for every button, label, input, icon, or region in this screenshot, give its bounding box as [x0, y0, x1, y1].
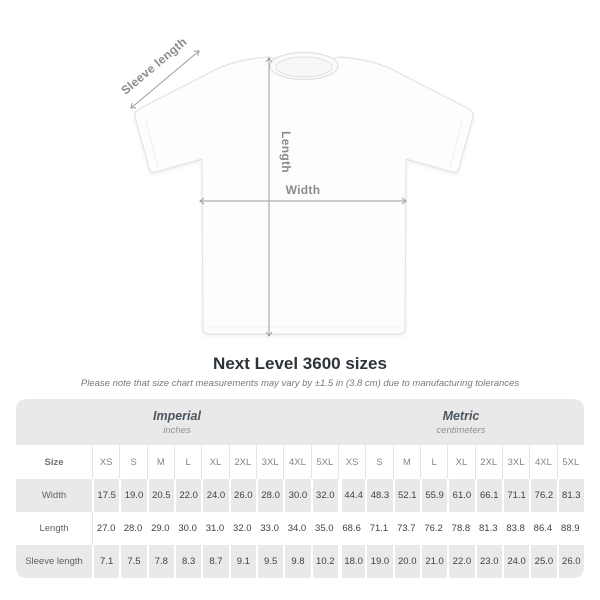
length-metric-s: 71.1	[369, 523, 389, 534]
length-row	[16, 512, 584, 545]
width-metric-l: 55.9	[420, 479, 447, 512]
sleeve-imperial-5xl: 10.2	[311, 545, 338, 578]
unit-group-row	[16, 399, 584, 445]
metric-size-xs: XS	[338, 445, 365, 479]
width-imperial-l: 22.0	[174, 479, 201, 512]
sleeve-imperial-xl: 8.7	[201, 545, 228, 578]
width-imperial-s: 19.0	[119, 479, 146, 512]
sleeve-imperial-2xl: 9.1	[229, 545, 256, 578]
page-title: Next Level 3600 sizes	[213, 354, 387, 373]
sleeve-metric-2xl: 23.0	[475, 545, 502, 578]
length-metric-xs: 68.6	[342, 523, 361, 534]
width-imperial-5xl: 32.0	[311, 479, 338, 512]
sleeve-imperial-s: 7.5	[119, 545, 146, 578]
imperial-size-2xl: 2XL	[229, 445, 256, 479]
metric-size-2xl: 2XL	[475, 445, 502, 479]
width-imperial-xs: 17.5	[92, 479, 119, 512]
length-metric-xl: 78.8	[451, 523, 471, 534]
sleeve-imperial-3xl: 9.5	[256, 545, 283, 578]
tolerance-note: Please note that size chart measurements may vary by ±1.5 in (3.8 cm) due to manufacturing tolerances	[80, 378, 520, 389]
length-metric-m: 73.7	[397, 523, 416, 534]
metric-group-header	[338, 399, 584, 445]
sleeve-metric-m: 20.0	[393, 545, 420, 578]
sleeve-imperial-xs: 7.1	[92, 545, 119, 578]
sleeve-metric-3xl: 24.0	[502, 545, 529, 578]
size-header-row	[16, 445, 584, 479]
imperial-size-5xl: 5XL	[311, 445, 338, 479]
width-imperial-3xl: 28.0	[256, 479, 283, 512]
metric-size-m: M	[393, 445, 420, 479]
width-imperial-m: 20.5	[147, 479, 174, 512]
width-metric-3xl: 71.1	[502, 479, 529, 512]
sleeve-metric-4xl: 25.0	[529, 545, 556, 578]
length-imperial-xs: 27.0	[92, 512, 119, 545]
width-row	[16, 479, 584, 512]
width-metric-xl: 61.0	[447, 479, 474, 512]
imperial-size-m: M	[147, 445, 174, 479]
length-imperial-s: 28.0	[123, 523, 143, 534]
length-imperial-5xl: 35.0	[315, 523, 334, 534]
metric-size-5xl: 5XL	[557, 445, 584, 479]
row-label-width: Width	[16, 479, 92, 512]
length-imperial-l: 30.0	[178, 523, 197, 534]
width-metric-xs: 44.4	[338, 479, 365, 512]
sleeve-length-label: Sleeve length	[118, 34, 190, 98]
sleeve-metric-s: 19.0	[365, 545, 392, 578]
row-label-sleeve-length: Sleeve length	[16, 545, 92, 578]
imperial-unit: inches	[163, 424, 191, 436]
sleeve-imperial-l: 8.3	[174, 545, 201, 578]
sleeve-metric-l: 21.0	[420, 545, 447, 578]
imperial-size-4xl: 4XL	[283, 445, 310, 479]
width-metric-2xl: 66.1	[475, 479, 502, 512]
length-imperial-xl: 31.0	[205, 523, 225, 534]
width-metric-m: 52.1	[393, 479, 420, 512]
metric-size-4xl: 4XL	[529, 445, 556, 479]
metric-size-s: S	[365, 445, 392, 479]
collar-inner	[276, 57, 332, 77]
size-chart-table	[16, 399, 584, 578]
metric-size-l: L	[420, 445, 447, 479]
size-column-header: Size	[16, 445, 92, 479]
width-metric-4xl: 76.2	[529, 479, 556, 512]
length-label: Length	[279, 131, 293, 173]
sleeve-metric-5xl: 26.0	[557, 545, 584, 578]
length-metric-2xl: 81.3	[479, 523, 498, 534]
imperial-size-s: S	[119, 445, 146, 479]
length-metric-4xl: 86.4	[533, 523, 553, 534]
imperial-group-header	[16, 399, 338, 445]
metric-size-3xl: 3XL	[502, 445, 529, 479]
imperial-size-l: L	[174, 445, 201, 479]
imperial-label: Imperial	[153, 408, 201, 423]
row-label-length: Length	[39, 523, 69, 534]
length-imperial-3xl: 33.0	[260, 523, 279, 534]
sleeve-length-row	[16, 545, 584, 578]
length-imperial-2xl: 32.0	[233, 523, 252, 534]
title-block	[0, 354, 600, 389]
width-label: Width	[285, 183, 321, 197]
sleeve-metric-xs: 18.0	[338, 545, 365, 578]
metric-size-xl: XL	[447, 445, 474, 479]
width-imperial-4xl: 30.0	[283, 479, 310, 512]
width-imperial-2xl: 26.0	[229, 479, 256, 512]
length-imperial-4xl: 34.0	[287, 523, 307, 534]
width-imperial-xl: 24.0	[201, 479, 228, 512]
metric-unit: centimeters	[436, 424, 486, 436]
length-metric-3xl: 83.8	[506, 523, 525, 534]
sleeve-imperial-4xl: 9.8	[283, 545, 310, 578]
width-metric-s: 48.3	[365, 479, 392, 512]
metric-label: Metric	[442, 408, 480, 423]
imperial-size-xl: XL	[201, 445, 228, 479]
imperial-size-3xl: 3XL	[256, 445, 283, 479]
width-metric-5xl: 81.3	[557, 479, 584, 512]
length-metric-5xl: 88.9	[561, 523, 580, 534]
length-metric-l: 76.2	[424, 523, 443, 534]
sleeve-metric-xl: 22.0	[447, 545, 474, 578]
imperial-size-xs: XS	[92, 445, 119, 479]
length-imperial-m: 29.0	[151, 523, 170, 534]
sleeve-imperial-m: 7.8	[147, 545, 174, 578]
